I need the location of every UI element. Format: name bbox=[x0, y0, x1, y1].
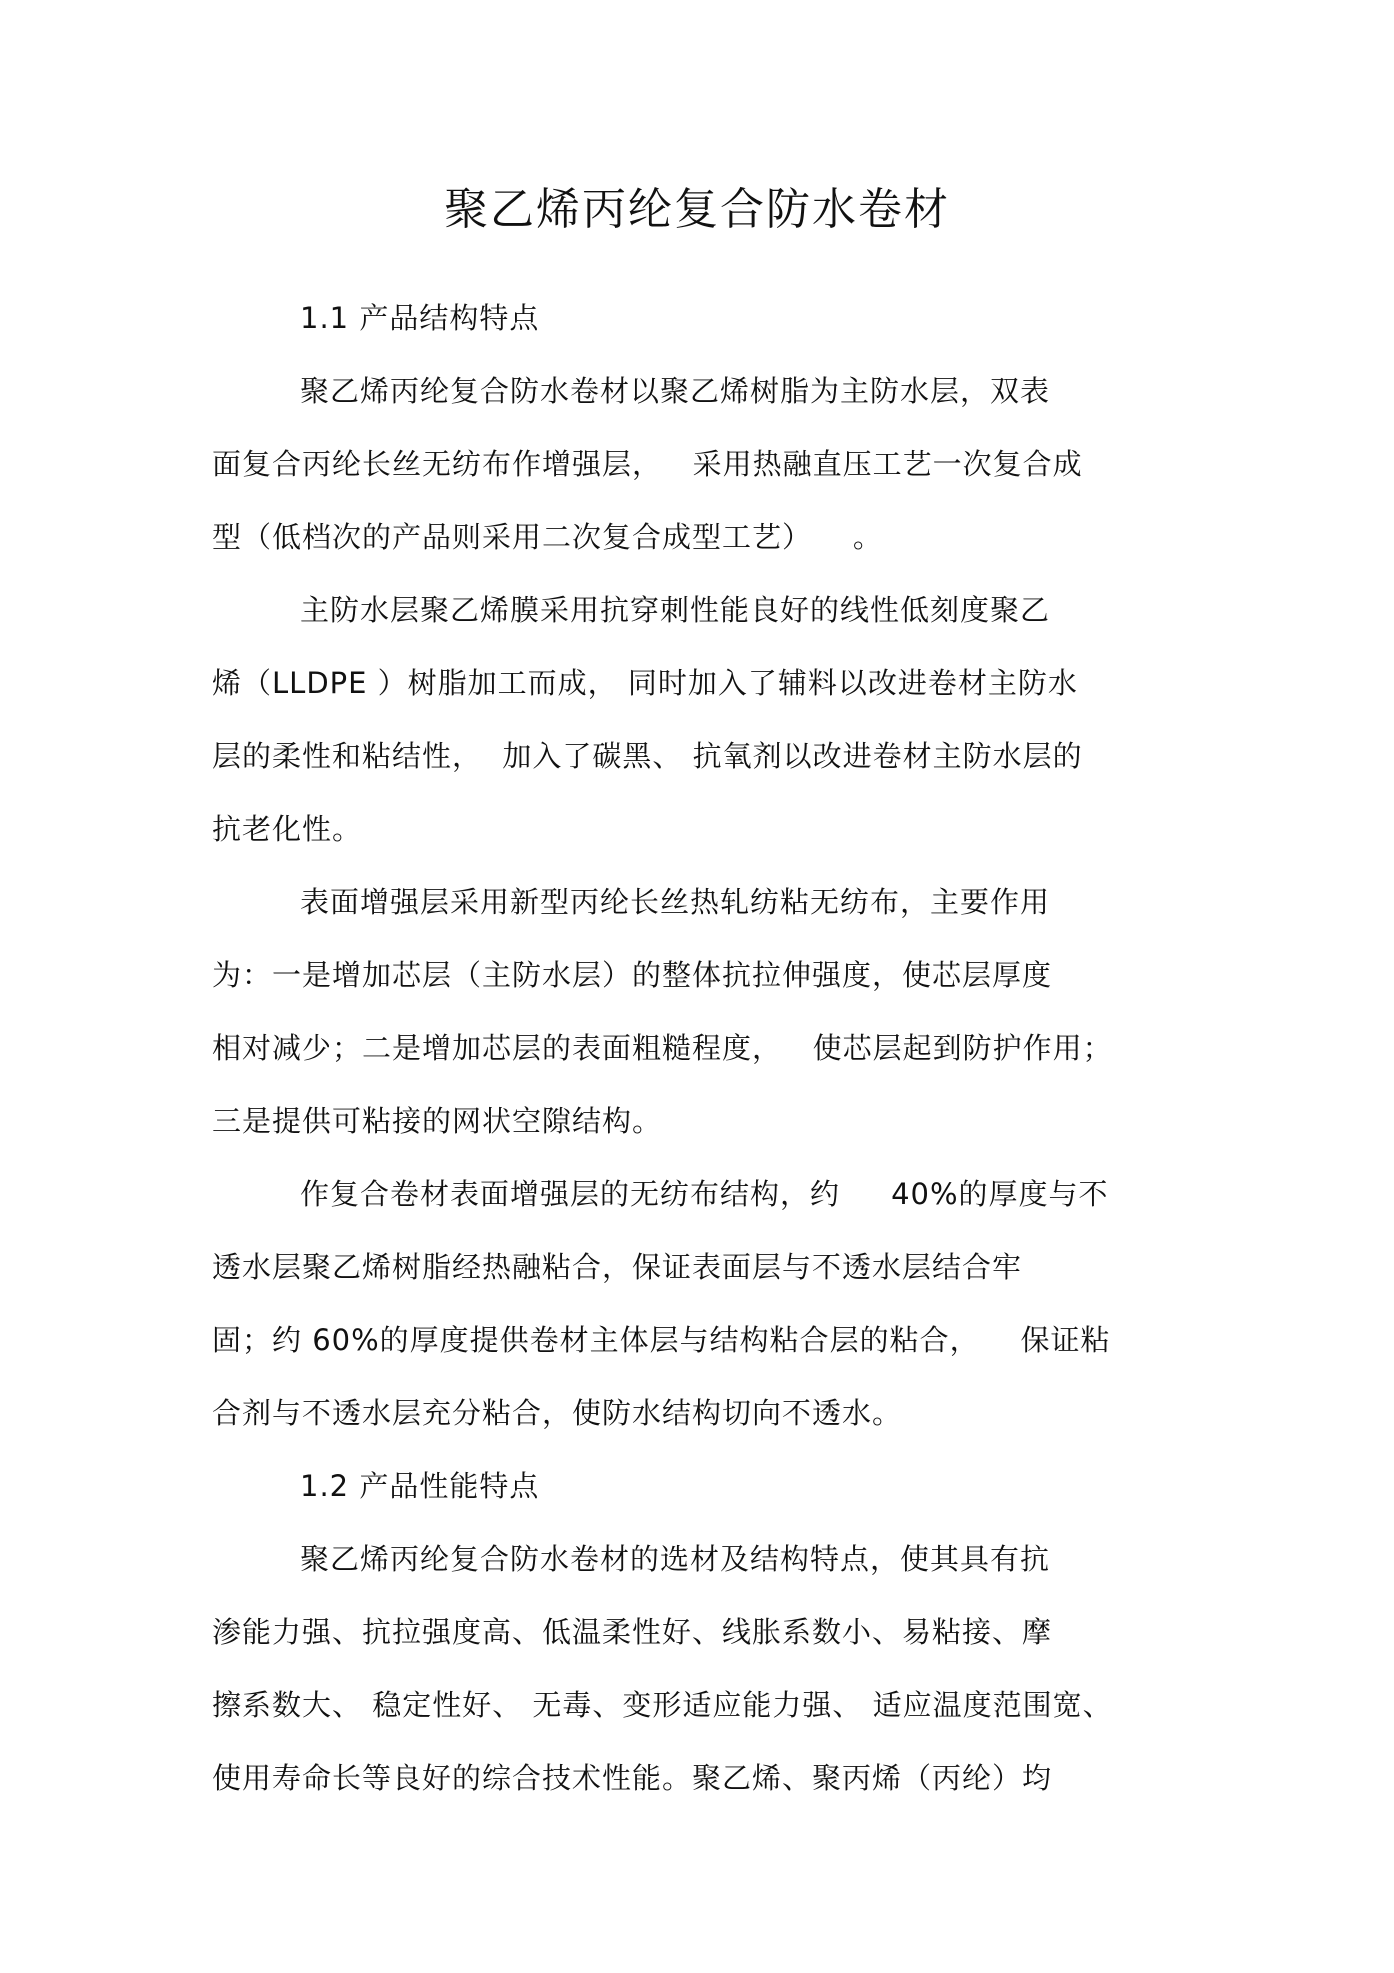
paragraph-line: 抗老化性。 bbox=[212, 812, 363, 846]
paragraph-line: 面复合丙纶长丝无纺布作增强层， 采用热融直压工艺一次复合成 bbox=[212, 447, 1083, 481]
paragraph-line: 作复合卷材表面增强层的无纺布结构，约 40%的厚度与不 bbox=[300, 1177, 1109, 1211]
paragraph-line: 为：一是增加芯层（主防水层）的整体抗拉伸强度，使芯层厚度 bbox=[212, 958, 1053, 992]
paragraph-line: 使用寿命长等良好的综合技术性能。聚乙烯、聚丙烯（丙纶）均 bbox=[212, 1761, 1053, 1795]
section-heading: 1.1 产品结构特点 bbox=[300, 301, 540, 335]
paragraph-line: 聚乙烯丙纶复合防水卷材以聚乙烯树脂为主防水层，双表 bbox=[300, 374, 1051, 408]
document-title: 聚乙烯丙纶复合防水卷材 bbox=[444, 184, 950, 235]
paragraph-line: 聚乙烯丙纶复合防水卷材的选材及结构特点，使其具有抗 bbox=[300, 1542, 1051, 1576]
paragraph-line: 相对减少；二是增加芯层的表面粗糙程度， 使芯层起到防护作用； bbox=[212, 1031, 1113, 1065]
section-heading: 1.2 产品性能特点 bbox=[300, 1469, 540, 1503]
paragraph-line: 合剂与不透水层充分粘合，使防水结构切向不透水。 bbox=[212, 1396, 903, 1430]
paragraph-line: 渗能力强、抗拉强度高、低温柔性好、线胀系数小、易粘接、摩 bbox=[212, 1615, 1053, 1649]
paragraph-line: 三是提供可粘接的网状空隙结构。 bbox=[212, 1104, 663, 1138]
paragraph-line: 擦系数大、 稳定性好、 无毒、变形适应能力强、 适应温度范围宽、 bbox=[212, 1688, 1113, 1722]
paragraph-line: 主防水层聚乙烯膜采用抗穿刺性能良好的线性低刻度聚乙 bbox=[300, 593, 1051, 627]
paragraph-line: 表面增强层采用新型丙纶长丝热轧纺粘无纺布，主要作用 bbox=[300, 885, 1051, 919]
paragraph-line: 固；约 60%的厚度提供卷材主体层与结构粘合层的粘合， 保证粘 bbox=[212, 1323, 1111, 1357]
paragraph-line: 烯（LLDPE ）树脂加工而成， 同时加入了辅料以改进卷材主防水 bbox=[212, 666, 1078, 700]
paragraph-line: 层的柔性和粘结性， 加入了碳黑、 抗氧剂以改进卷材主防水层的 bbox=[212, 739, 1083, 773]
paragraph-line: 型（低档次的产品则采用二次复合成型工艺） 。 bbox=[212, 520, 883, 554]
paragraph-line: 透水层聚乙烯树脂经热融粘合，保证表面层与不透水层结合牢 bbox=[212, 1250, 1023, 1284]
